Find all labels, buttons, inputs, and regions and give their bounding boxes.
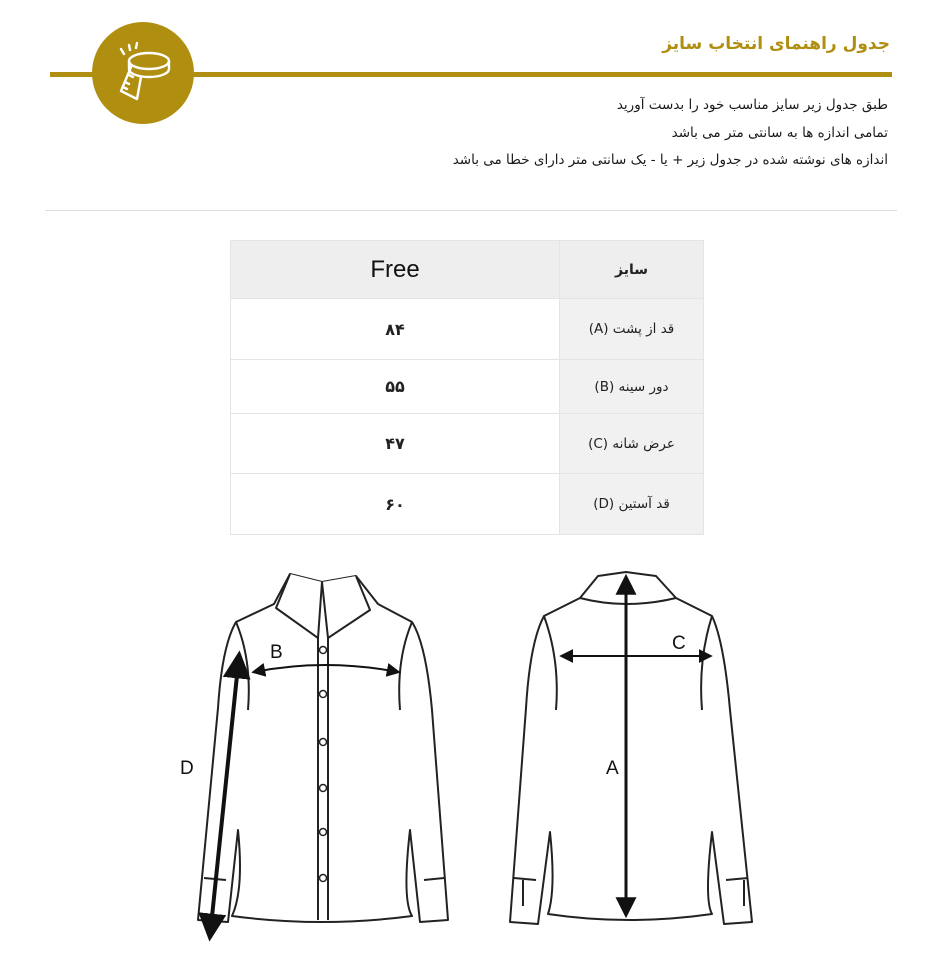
- back-shirt-drawing: [510, 572, 752, 924]
- size-value: ۵۵: [231, 360, 560, 414]
- table-row: [231, 474, 704, 535]
- shirt-diagram: [0, 560, 942, 960]
- sleeve-marker: D: [180, 758, 194, 779]
- size-value: ۶۰: [231, 474, 560, 535]
- measuring-badge: [92, 22, 194, 124]
- note-line: طبق جدول زیر سایز مناسب خود را بدست آورید: [616, 97, 888, 113]
- measure-label: عرض شانه (C): [560, 414, 704, 474]
- shoulder-marker: C: [672, 633, 686, 654]
- table-row: [231, 360, 704, 414]
- table-header-row: [231, 241, 704, 299]
- size-value: ۸۴: [231, 299, 560, 360]
- section-divider: [45, 210, 897, 211]
- measure-label: دور سینه (B): [560, 360, 704, 414]
- measure-label: قد آستین (D): [560, 474, 704, 535]
- note-line: تمامی اندازه ها به سانتی متر می باشد: [671, 124, 888, 141]
- measure-label: قد از پشت (A): [560, 299, 704, 360]
- size-table: [230, 240, 704, 535]
- table-row: [231, 299, 704, 360]
- size-column-header: Free: [231, 241, 560, 299]
- notes-block: [453, 92, 888, 175]
- page-title: جدول راهنمای انتخاب سایز: [662, 34, 890, 54]
- table-row: [231, 414, 704, 474]
- size-value: ۴۷: [231, 414, 560, 474]
- front-shirt-drawing: [198, 574, 448, 922]
- length-marker: A: [606, 758, 619, 779]
- measuring-tape-icon: [107, 37, 179, 109]
- label-column-header: سایز: [560, 241, 704, 299]
- note-line: اندازه های نوشته شده در جدول زیر + یا - یک سانتی متر دارای خطا می باشد: [452, 152, 888, 168]
- chest-marker: B: [270, 642, 283, 663]
